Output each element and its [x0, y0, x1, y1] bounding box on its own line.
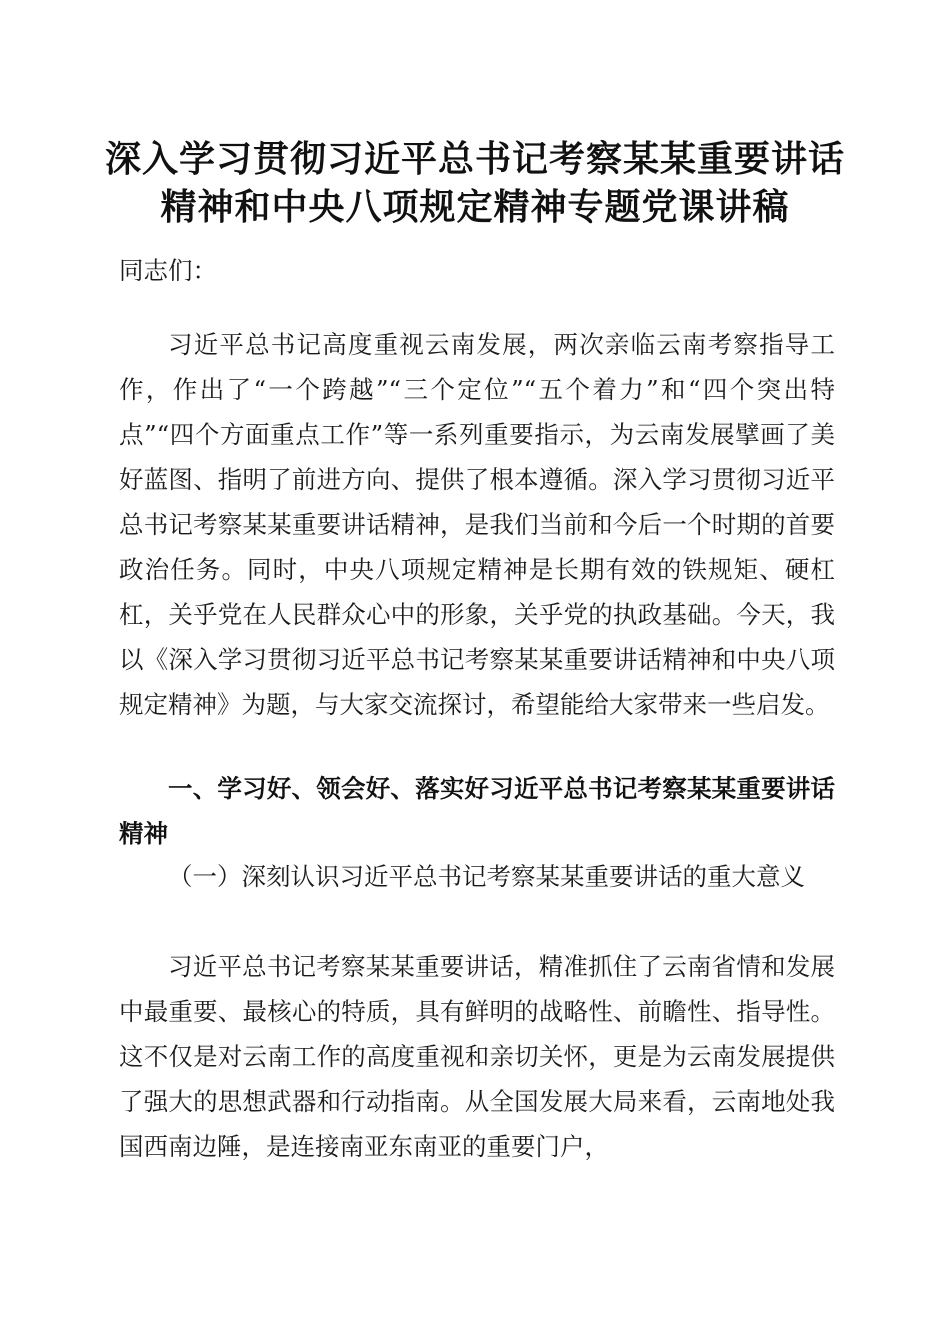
- section-heading-1: 一、学习好、领会好、落实好习近平总书记考察某某重要讲话精神: [119, 774, 835, 848]
- paragraph-significance: 习近平总书记考察某某重要讲话，精准抓住了云南省情和发展中最重要、最核心的特质，具有鲜明的战略性、前瞻性、指导性。这不仅是对云南工作的高度重视和亲切关怀，更是为云南发展提供了强大的思想武器和行动指南。从全国发展大局来看，云南地处我国西南边陲，是连接南亚东南亚的重要门户，: [119, 952, 835, 1161]
- document-title-line-2: 精神和中央八项规定精神专题党课讲稿: [160, 186, 790, 228]
- document-title-line-1: 深入学习贯彻习近平总书记考察某某重要讲话: [104, 138, 845, 180]
- paragraph-intro: 习近平总书记高度重视云南发展，两次亲临云南考察指导工作，作出了“一个跨越”“三个定位”“五个着力”和“四个突出特点”“四个方面重点工作”等一系列重要指示，为云南发展擘画了美好蓝图、指明了前进方向、提供了根本遵循。深入学习贯彻习近平总书记考察某某重要讲话精神，是我们当前和今后一个时期的首要政治任务。同时，中央八项规定精神是长期有效的铁规矩、硬杠杠，关乎党在人民群众心中的形象，关乎党的执政基础。今天，我以《深入学习贯彻习近平总书记考察某某重要讲话精神和中央八项规定精神》为题，与大家交流探讨，希望能给大家带来一些启发。: [119, 330, 835, 719]
- greeting: 同志们：: [119, 256, 217, 285]
- subsection-heading-1: （一）深刻认识习近平总书记考察某某重要讲话的重大意义: [168, 862, 805, 891]
